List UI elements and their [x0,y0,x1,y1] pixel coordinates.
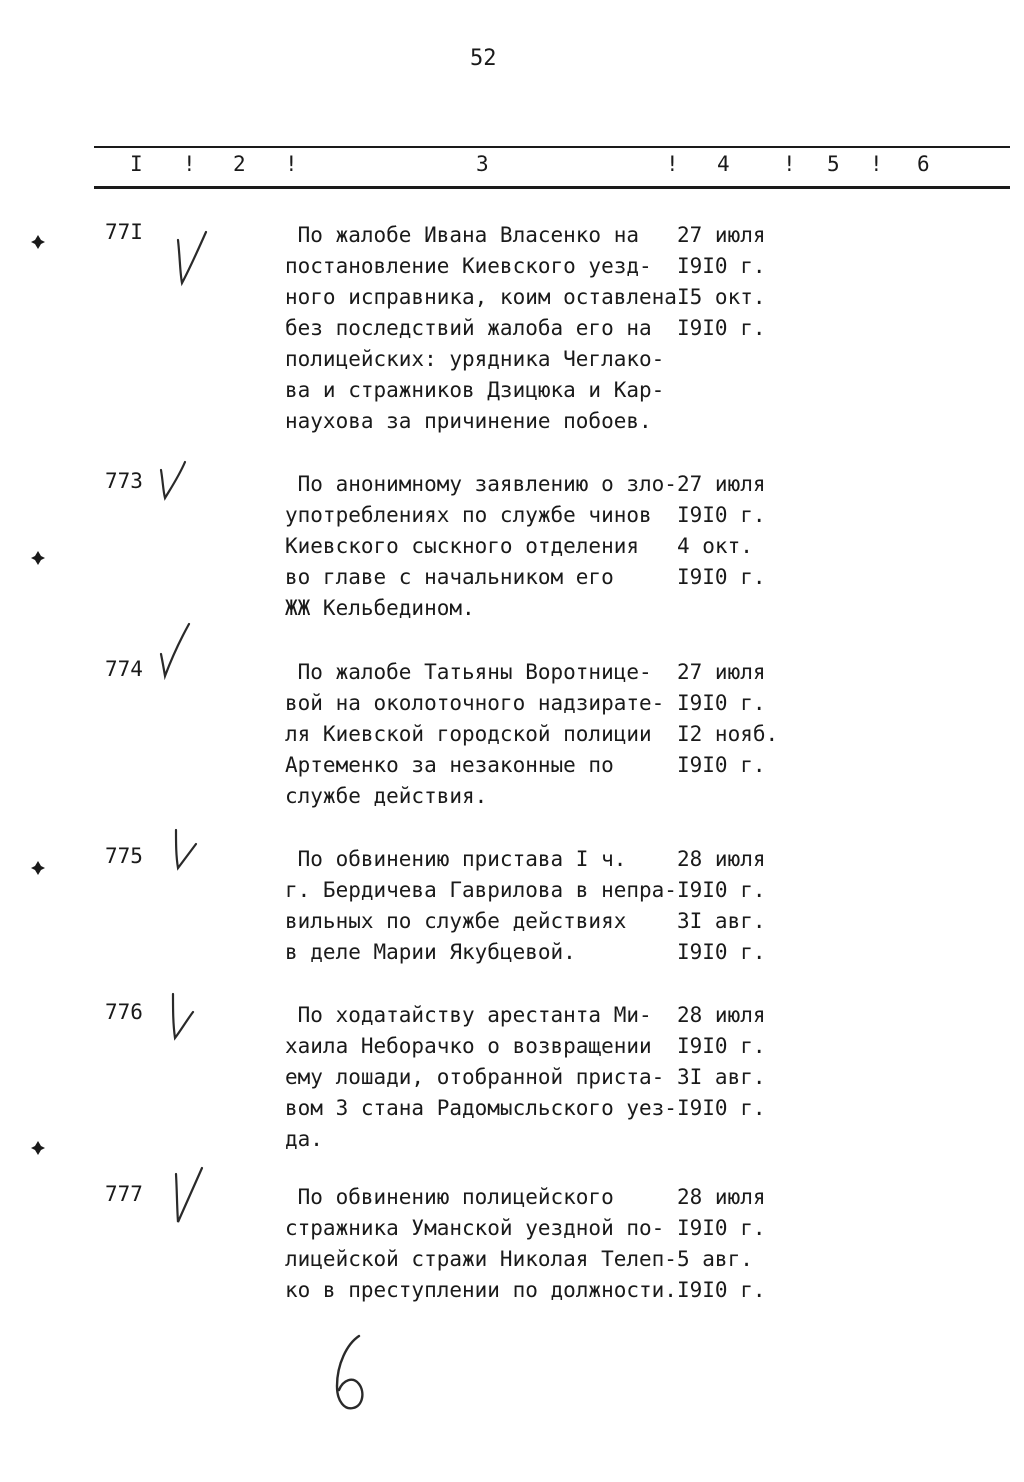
entry-dates: 27 июля I9I0 г. 4 окт. I9I0 г. [677,472,766,589]
header-col-5: 5 [827,152,840,176]
page-number: 52 [470,46,497,71]
entry-description: По анонимному заявлению о зло- употреблениях по службе чинов Киевского сыскного отделения во главе с начальником его ЖЖ Кельбедином. [285,472,677,620]
entry-number: 77I [105,220,143,244]
handwritten-six [325,1330,375,1415]
header-col-4: 4 [717,152,730,176]
punch-hole-icon [30,860,46,876]
check-mark-icon [155,458,191,502]
table-header [0,152,1024,182]
header-col-2: 2 [233,152,246,176]
header-col-1: I [130,152,143,176]
entry-description: По жалобе Ивана Власенко на постановление Киевского уезд- ного исправника, коим оставлена без последствий жалоба его на полицейских: урядника Чеглако- ва и стражников Дзицюка и Кар- наухова за причинение побоев. [285,223,677,433]
entry-dates: 28 июля I9I0 г. 5 авг. I9I0 г. [677,1185,766,1302]
entry-description: По обвинению полицейского стражника Уманской уездной по- лицейской стражи Николая Телеп- ко в преступлении по должности. [285,1185,677,1302]
entry-description: По жалобе Татьяны Воротнице- вой на околоточного надзирате- ля Киевской городской полиции Артеменко за незаконные по службе действия. [285,660,665,808]
entry-dates: 28 июля I9I0 г. 3I авг. I9I0 г. [677,847,766,964]
entry-description: По ходатайству арестанта Ми- хаила Неборачко о возвращении ему лошади, отобранной приста- вом 3 стана Радомысльского уез- да. [285,1003,677,1151]
check-mark-icon [168,1164,208,1226]
header-separator: ! [870,152,883,176]
check-mark-icon [170,228,210,288]
table-header-rule [94,186,1010,189]
entry-dates: 27 июля I9I0 г. I5 окт. I9I0 г. [677,223,766,340]
header-separator: ! [783,152,796,176]
entry-number: 775 [105,844,143,868]
entry-number: 774 [105,657,143,681]
header-separator: ! [183,152,196,176]
punch-hole-icon [30,550,46,566]
punch-hole-icon [30,234,46,250]
check-mark-icon [155,620,195,680]
entry-dates: 28 июля I9I0 г. 3I авг. I9I0 г. [677,1003,766,1120]
check-mark-icon [168,826,204,872]
entry-number: 777 [105,1182,143,1206]
entry-description: По обвинению пристава I ч. г. Бердичева Гаврилова в непра- вильных по службе действиях в деле Марии Якубцевой. [285,847,677,964]
header-separator: ! [666,152,679,176]
check-mark-icon [165,990,201,1042]
header-col-6: 6 [917,152,930,176]
header-separator: ! [285,152,298,176]
table-top-rule [94,146,1010,148]
header-col-3: 3 [476,152,489,176]
entry-dates: 27 июля I9I0 г. I2 нояб. I9I0 г. [677,660,779,777]
punch-hole-icon [30,1140,46,1156]
entry-number: 776 [105,1000,143,1024]
entry-number: 773 [105,469,143,493]
